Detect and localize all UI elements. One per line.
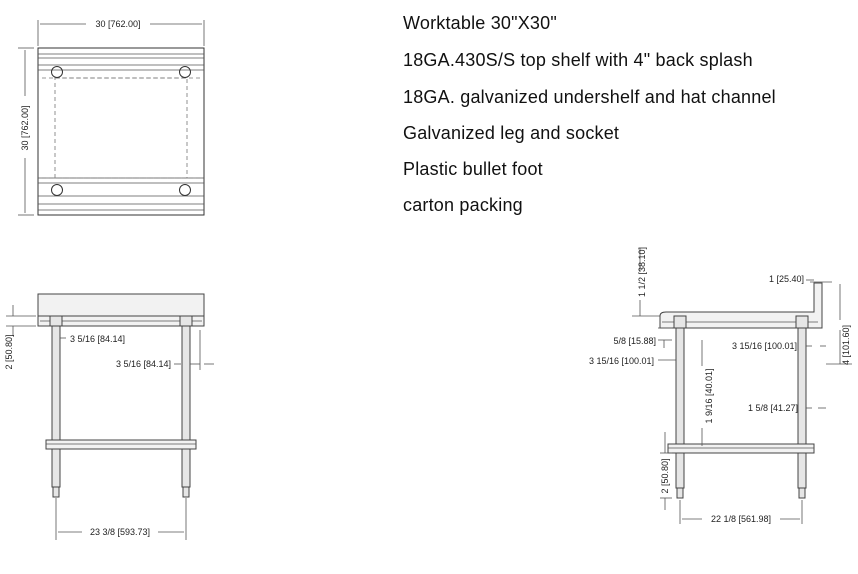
- front-inset-left-label: 3 5/16 [84.14]: [70, 334, 126, 344]
- side-undershelf-a-label: 1 9/16 [40.01]: [704, 368, 714, 424]
- spec-line-top-shelf: 18GA.430S/S top shelf with 4" back splash: [403, 50, 753, 70]
- spec-line-title: Worktable 30"X30": [403, 13, 557, 33]
- front-span-label: 23 3/8 [593.73]: [89, 527, 151, 537]
- top-depth-label: 30 [762.00]: [20, 105, 30, 151]
- side-splash-height-label: 4 [101.60]: [841, 324, 851, 366]
- side-splash-thickness-label: 1 [25.40]: [768, 274, 804, 284]
- side-undershelf-b-label: 1 5/8 [41.27]: [747, 403, 798, 413]
- side-view: [589, 247, 852, 524]
- side-channel-label: 5/8 [15.88]: [613, 336, 656, 346]
- front-edge-label: 2 [50.80]: [4, 334, 14, 370]
- side-foot-height-label: 2 [50.80]: [660, 458, 670, 494]
- front-inset-right-label: 3 5/16 [84.14]: [115, 359, 171, 369]
- top-view: [18, 19, 204, 215]
- side-inset-right-label: 3 15/16 [100.01]: [731, 341, 797, 351]
- side-top-thickness-label: 1 1/2 [38.10]: [637, 246, 647, 298]
- side-span-label: 22 1/8 [561.98]: [710, 514, 772, 524]
- spec-line-undershelf: 18GA. galvanized undershelf and hat channel: [403, 87, 776, 107]
- spec-line-foot: Plastic bullet foot: [403, 159, 543, 179]
- top-width-label: 30 [762.00]: [95, 19, 141, 29]
- spec-line-packing: carton packing: [403, 195, 523, 215]
- front-view: [4, 294, 214, 540]
- side-inset-left-label: 3 15/16 [100.01]: [588, 356, 654, 366]
- spec-line-leg: Galvanized leg and socket: [403, 123, 620, 143]
